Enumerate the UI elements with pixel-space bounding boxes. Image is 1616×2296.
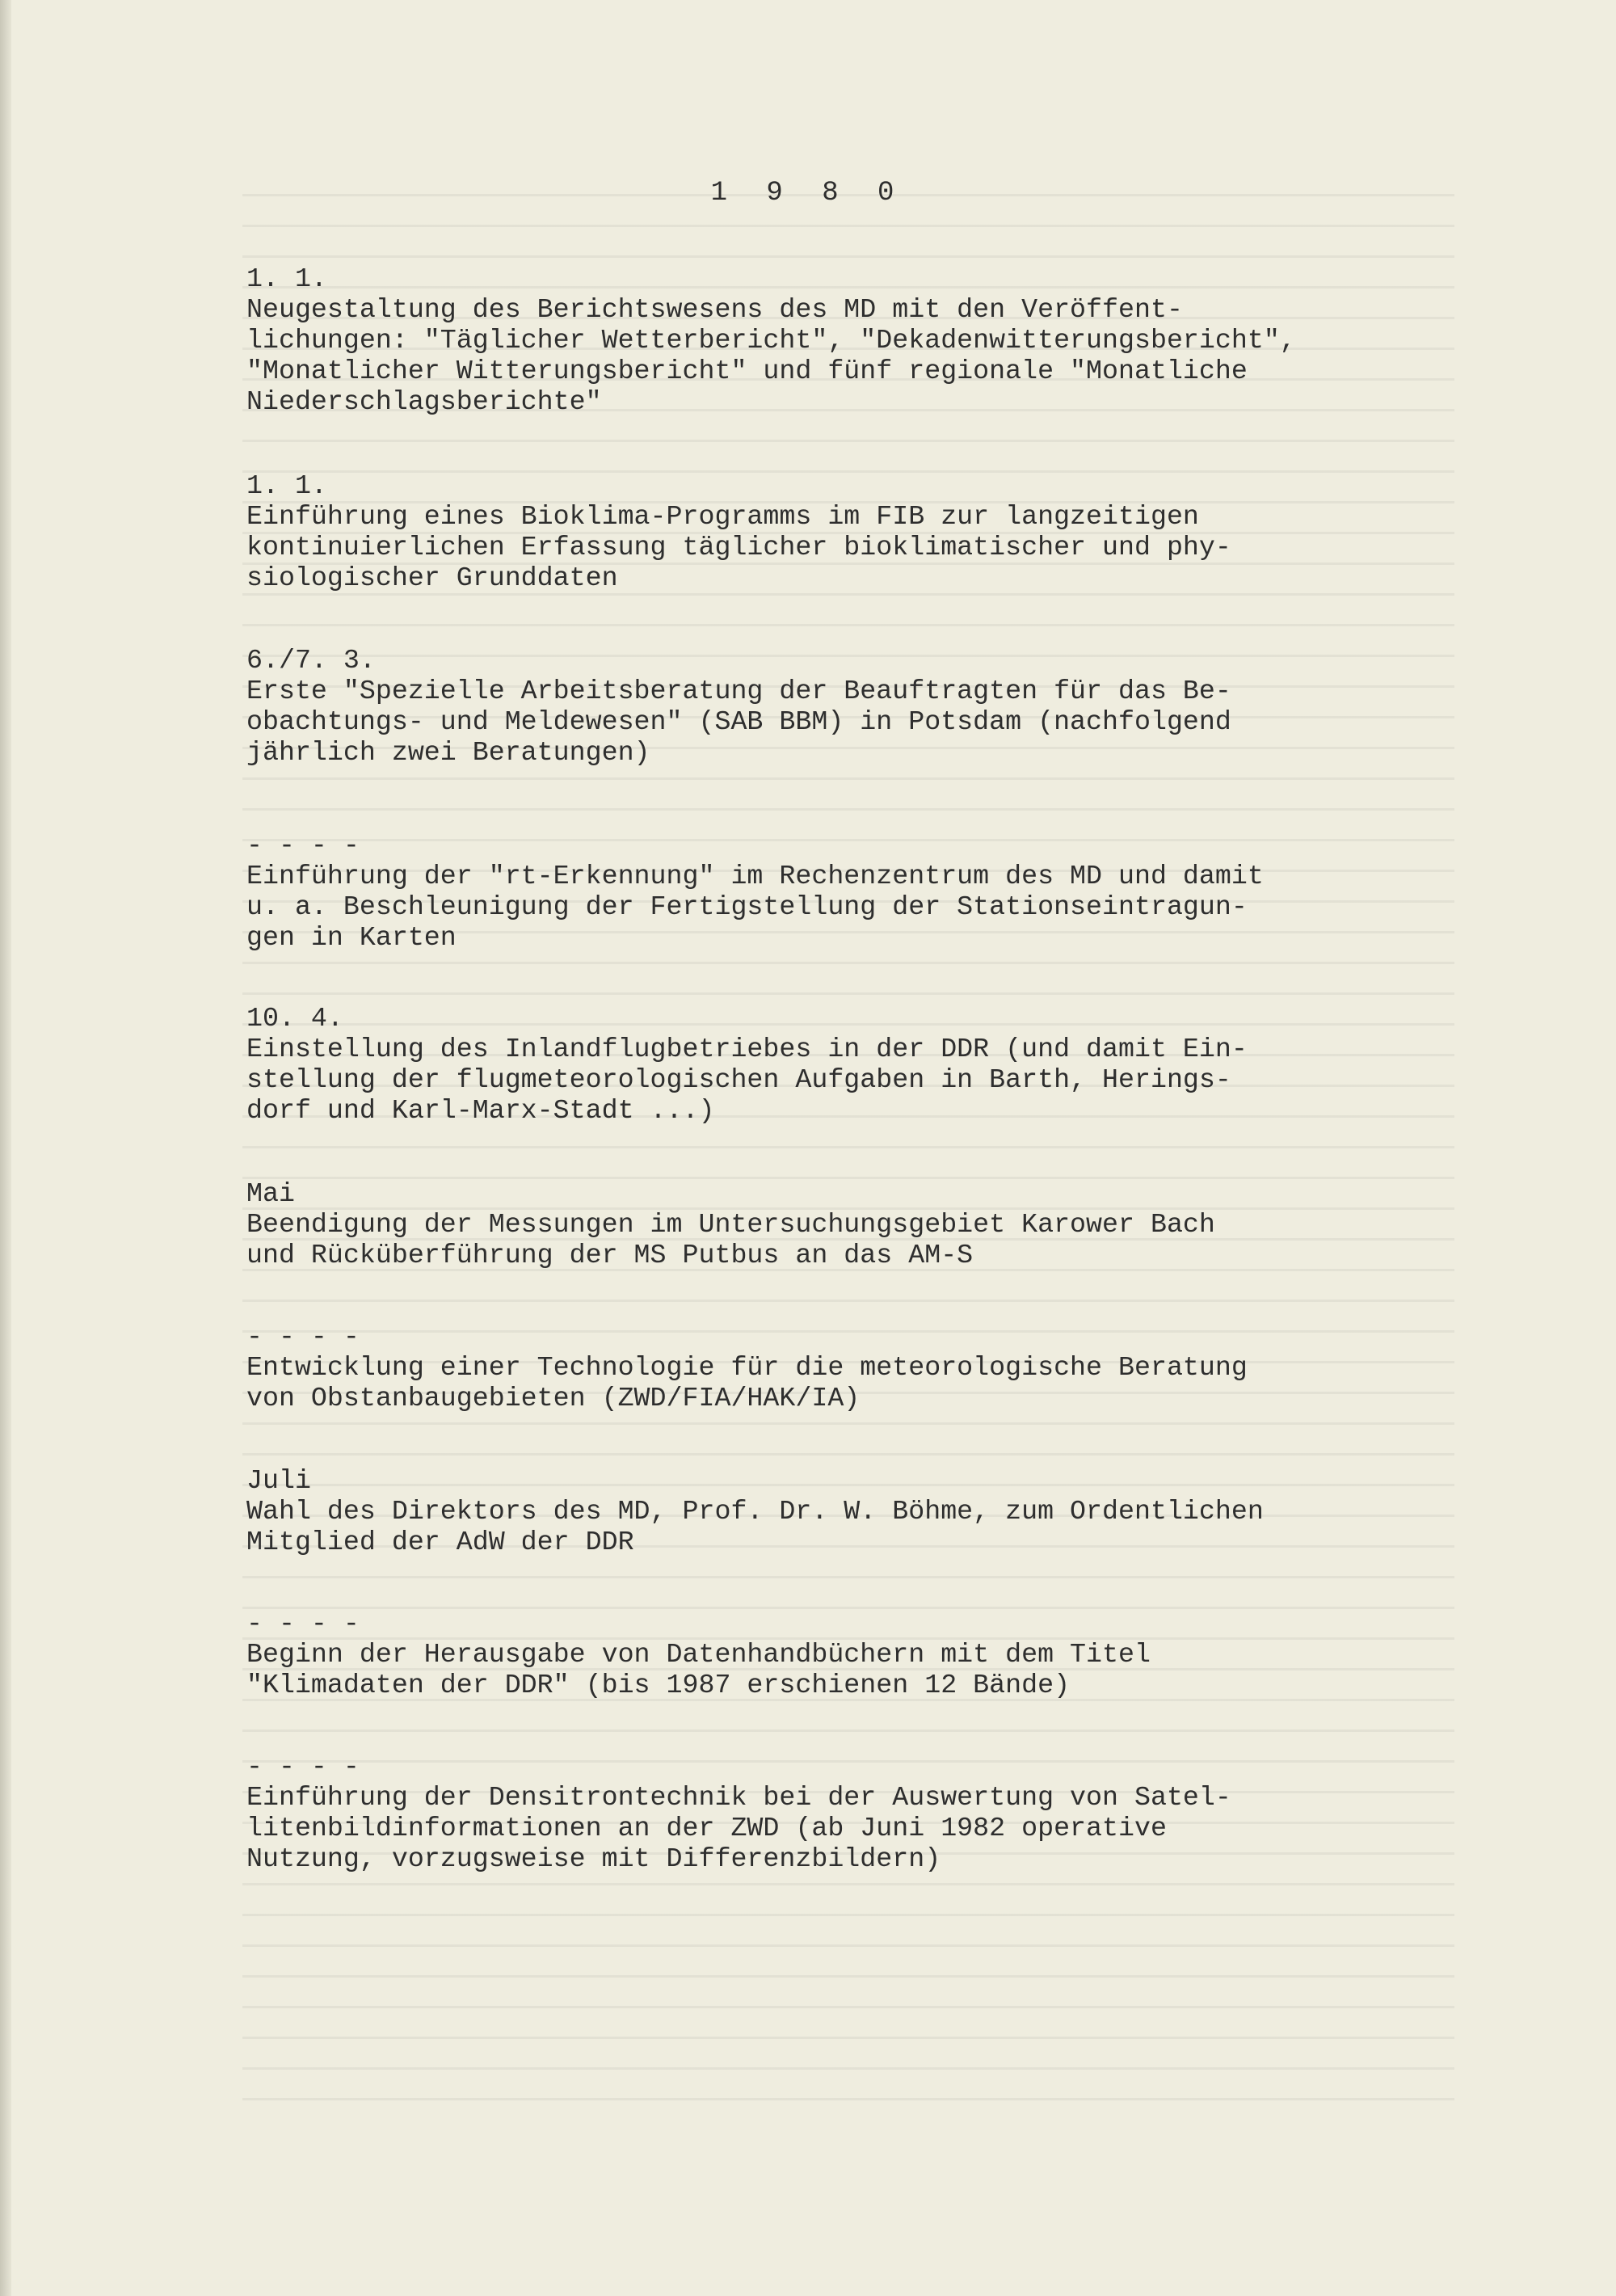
entry-text-line: litenbildinformationen an der ZWD (ab Juni 1982 operative xyxy=(246,1813,1167,1843)
entry-date: Mai xyxy=(246,1178,295,1209)
entry-text-line: lichungen: "Täglicher Wetterbericht", "Dekadenwitterungsbericht", xyxy=(246,325,1296,356)
entry-text-line: u. a. Beschleunigung der Fertigstellung der Stationseintragun- xyxy=(246,891,1248,922)
entry-text-line: Einführung eines Bioklima-Programms im FIB zur langzeitigen xyxy=(246,501,1199,532)
entry-date: 6./7. 3. xyxy=(246,645,376,676)
chronicle-entry xyxy=(246,830,1507,953)
entry-date: 1. 1. xyxy=(246,263,327,294)
entry-text-line: stellung der flugmeteorologischen Aufgaben in Barth, Herings- xyxy=(246,1064,1231,1095)
entry-text-line: "Klimadaten der DDR" (bis 1987 erschienen 12 Bände) xyxy=(246,1670,1071,1700)
chronicle-entry xyxy=(246,1465,1507,1557)
chronicle-entry xyxy=(246,263,1507,417)
entry-separator: - - - - xyxy=(246,1608,360,1639)
entry-separator: - - - - xyxy=(246,1751,360,1782)
entry-text-line: Erste "Spezielle Arbeitsberatung der Beauftragten für das Be- xyxy=(246,676,1231,706)
chronicle-entry xyxy=(246,1321,1507,1413)
entry-date: Juli xyxy=(246,1465,311,1496)
entry-separator: - - - - xyxy=(246,1321,360,1352)
entry-text-line: "Monatlicher Witterungsbericht" und fünf regionale "Monatliche xyxy=(246,356,1248,386)
year-heading: 1 9 8 0 xyxy=(710,178,906,209)
entry-date: 10. 4. xyxy=(246,1003,343,1034)
entry-text-line: gen in Karten xyxy=(246,922,457,953)
chronicle-entry xyxy=(246,470,1507,593)
entry-text-line: siologischer Grunddaten xyxy=(246,562,618,593)
chronicle-entry xyxy=(246,645,1507,768)
entry-text-line: von Obstanbaugebieten (ZWD/FIA/HAK/IA) xyxy=(246,1383,861,1413)
chronicle-entry xyxy=(246,1178,1507,1270)
entry-text-line: kontinuierlichen Erfassung täglicher bioklimatischer und phy- xyxy=(246,532,1231,562)
entry-text-line: Niederschlagsberichte" xyxy=(246,386,602,417)
chronicle-entry xyxy=(246,1003,1507,1126)
entry-text-line: dorf und Karl-Marx-Stadt ...) xyxy=(246,1095,715,1126)
entry-text-line: und Rücküberführung der MS Putbus an das AM-S xyxy=(246,1240,974,1270)
entry-text-line: Beginn der Herausgabe von Datenhandbüchern mit dem Titel xyxy=(246,1639,1151,1670)
entry-text-line: Wahl des Direktors des MD, Prof. Dr. W. Böhme, zum Ordentlichen xyxy=(246,1496,1264,1527)
entry-date: 1. 1. xyxy=(246,470,327,501)
entry-separator: - - - - xyxy=(246,830,360,861)
entry-text-line: obachtungs- und Meldewesen" (SAB BBM) in Potsdam (nachfolgend xyxy=(246,706,1231,737)
entry-text-line: Neugestaltung des Berichtswesens des MD mit den Veröffent- xyxy=(246,294,1183,325)
entry-text-line: Einstellung des Inlandflugbetriebes in der DDR (und damit Ein- xyxy=(246,1034,1248,1064)
entry-text-line: Einführung der "rt-Erkennung" im Rechenzentrum des MD und damit xyxy=(246,861,1264,891)
entry-text-line: Entwicklung einer Technologie für die meteorologische Beratung xyxy=(246,1352,1248,1383)
entry-text-line: jährlich zwei Beratungen) xyxy=(246,737,650,768)
entry-text-line: Nutzung, vorzugsweise mit Differenzbildern) xyxy=(246,1843,941,1874)
chronicle-entry xyxy=(246,1751,1507,1874)
page-edge-shadow xyxy=(0,0,11,2296)
chronicle-entry xyxy=(246,1608,1507,1700)
entry-text-line: Beendigung der Messungen im Untersuchungsgebiet Karower Bach xyxy=(246,1209,1215,1240)
entry-text-line: Mitglied der AdW der DDR xyxy=(246,1527,634,1557)
entry-text-line: Einführung der Densitrontechnik bei der Auswertung von Satel- xyxy=(246,1782,1231,1813)
